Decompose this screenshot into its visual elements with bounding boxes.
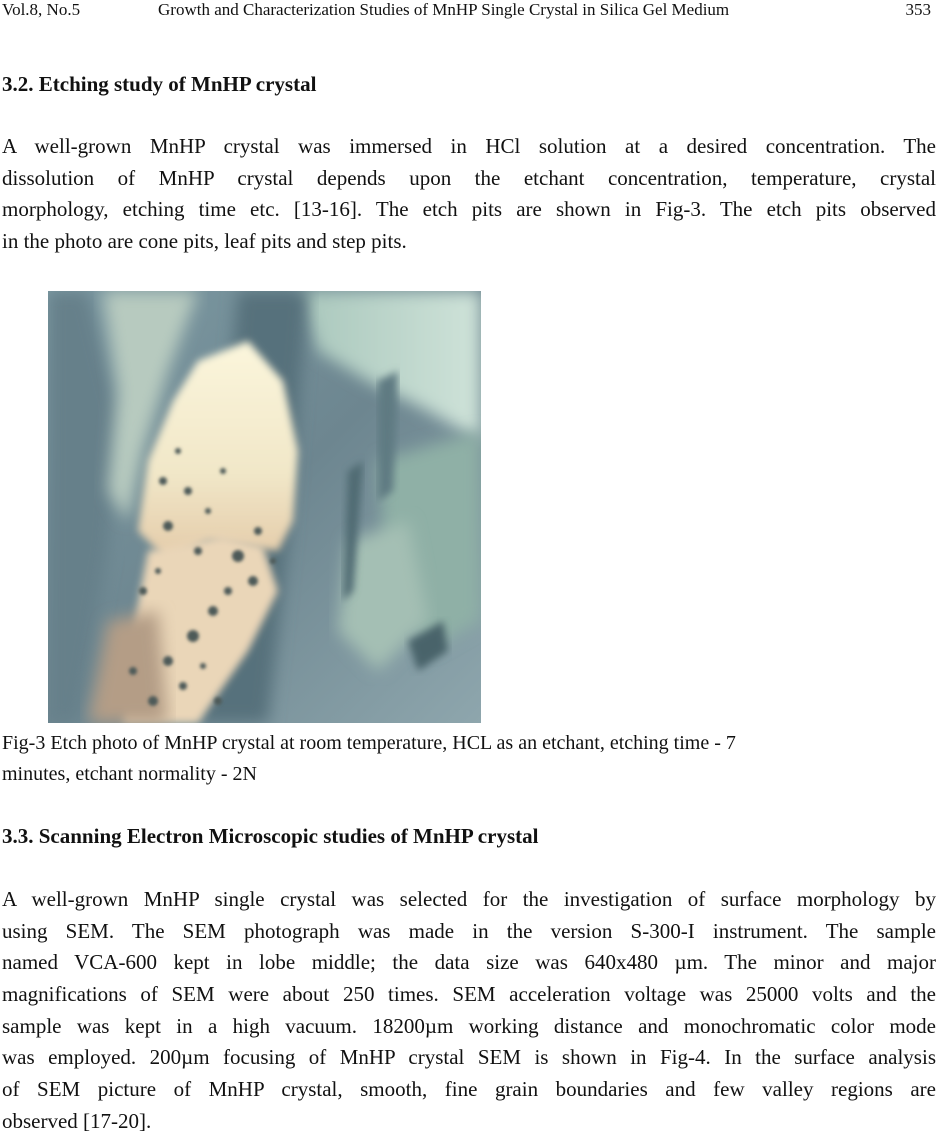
etch-photo-image bbox=[48, 291, 481, 723]
etch-photo-figure bbox=[48, 291, 481, 723]
paragraph-line: morphology, etching time etc. [13-16]. The etch pits are shown in Fig-3. The etch pits observed bbox=[2, 197, 936, 222]
paragraph-line: named VCA-600 kept in lobe middle; the data size was 640x480 µm. The minor and major bbox=[2, 950, 936, 975]
paragraph-line: using SEM. The SEM photograph was made in the version S-300-I instrument. The sample bbox=[2, 918, 936, 943]
paragraph-line: A well-grown MnHP crystal was immersed in HCl solution at a desired concentration. The bbox=[2, 134, 936, 158]
paragraph-line: sample was kept in a high vacuum. 18200µm working distance and monochromatic color mode bbox=[2, 1013, 936, 1038]
paragraph-line: observed [17-20]. bbox=[2, 1108, 152, 1133]
paragraph-line: of SEM picture of MnHP crystal, smooth, fine grain boundaries and few valley regions are bbox=[2, 1077, 936, 1102]
paragraph-line: A well-grown MnHP single crystal was selected for the investigation of surface morphology by bbox=[2, 887, 936, 911]
paragraph-line: in the photo are cone pits, leaf pits and step pits. bbox=[2, 229, 407, 254]
paragraph-line: dissolution of MnHP crystal depends upon the etchant concentration, temperature, crystal bbox=[2, 165, 936, 190]
page-number: 353 bbox=[905, 0, 931, 19]
section-heading-sem: 3.3. Scanning Electron Microscopic studies of MnHP crystal bbox=[2, 824, 539, 848]
caption-line: minutes, etchant normality - 2N bbox=[2, 763, 257, 785]
paragraph-etching bbox=[2, 131, 936, 258]
section-heading-etching: 3.2. Etching study of MnHP crystal bbox=[2, 72, 317, 96]
caption-line: Fig-3 Etch photo of MnHP crystal at room temperature, HCL as an etchant, etching time - 7 bbox=[2, 732, 736, 754]
figure-3-caption bbox=[2, 728, 902, 790]
paragraph-line: was employed. 200µm focusing of MnHP crystal SEM is shown in Fig-4. In the surface analysis bbox=[2, 1045, 936, 1070]
running-header bbox=[0, 0, 937, 22]
paragraph-sem bbox=[2, 884, 936, 1138]
running-title: Growth and Characterization Studies of MnHP Single Crystal in Silica Gel Medium bbox=[158, 0, 730, 19]
paragraph-line: magnifications of SEM were about 250 times. SEM acceleration voltage was 25000 volts and the bbox=[2, 982, 936, 1007]
journal-volume: Vol.8, No.5 bbox=[2, 0, 81, 19]
